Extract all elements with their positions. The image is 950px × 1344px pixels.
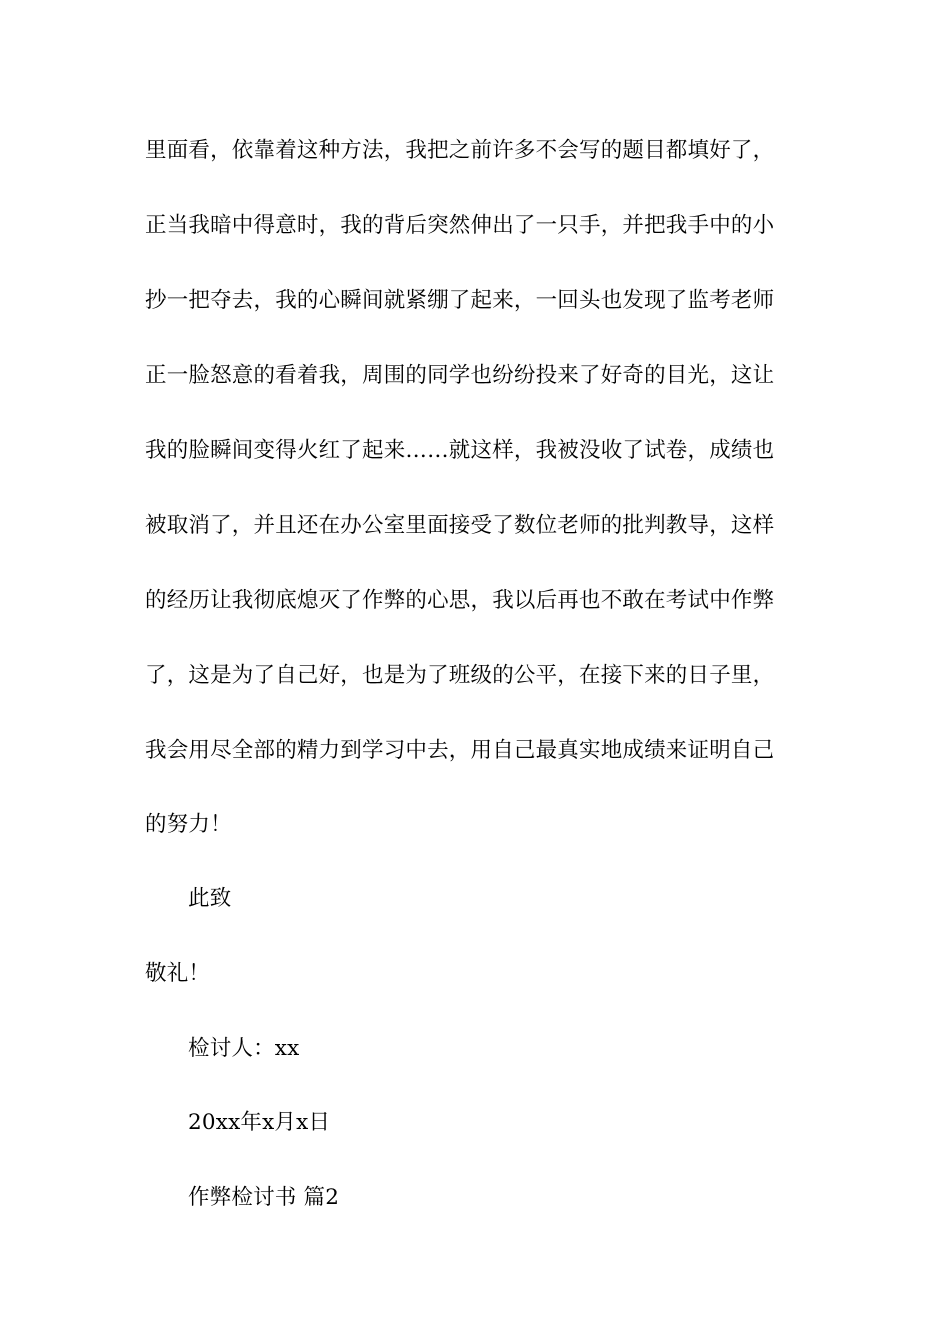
signer-line: 检讨人：xx	[188, 1036, 300, 1061]
closing-salutation: 此致	[188, 886, 232, 911]
closing-regards: 敬礼！	[145, 961, 211, 986]
body-line-4: 正一脸怒意的看着我，周围的同学也纷纷投来了好奇的目光，这让	[145, 363, 775, 388]
body-line-7: 的经历让我彻底熄灭了作弊的心思，我以后再也不敢在考试中作弊	[145, 588, 775, 613]
next-section-title: 作弊检讨书 篇2	[188, 1185, 340, 1210]
body-line-10: 的努力！	[145, 812, 232, 837]
body-line-6: 被取消了，并且还在办公室里面接受了数位老师的批判教导，这样	[145, 513, 775, 538]
body-line-8: 了，这是为了自己好，也是为了班级的公平，在接下来的日子里，	[145, 663, 775, 688]
body-line-9: 我会用尽全部的精力到学习中去，用自己最真实地成绩来证明自己	[145, 738, 775, 763]
body-line-3: 抄一把夺去，我的心瞬间就紧绷了起来，一回头也发现了监考老师	[145, 288, 775, 313]
date-line: 20xx年x月x日	[188, 1110, 331, 1135]
body-line-2: 正当我暗中得意时，我的背后突然伸出了一只手，并把我手中的小	[145, 213, 775, 238]
body-line-1: 里面看，依靠着这种方法，我把之前许多不会写的题目都填好了，	[145, 138, 775, 163]
body-line-5: 我的脸瞬间变得火红了起来……就这样，我被没收了试卷，成绩也	[145, 438, 775, 463]
